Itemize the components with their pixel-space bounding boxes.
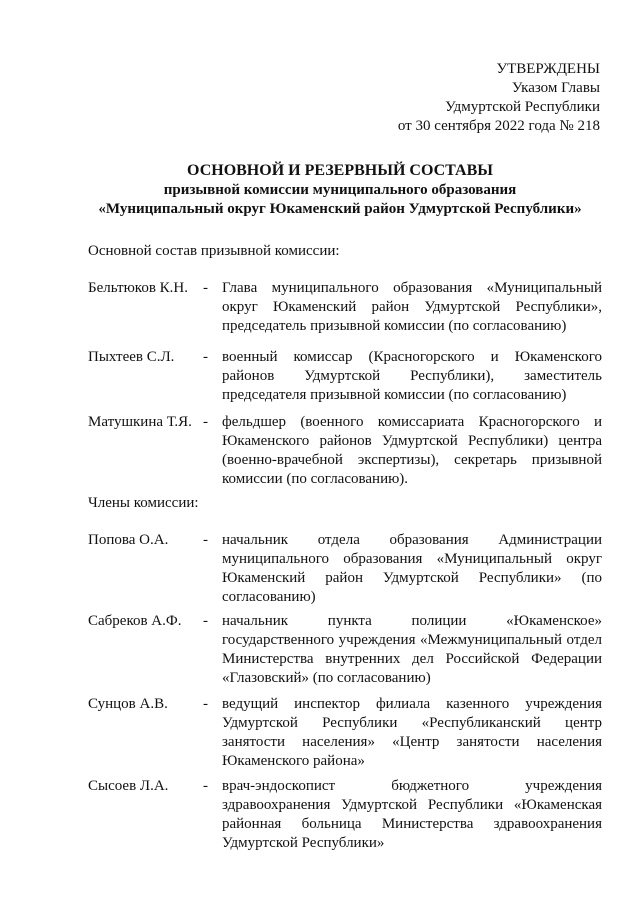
member-name: Матушкина Т.Я.	[88, 414, 192, 430]
title-sub-2: «Муниципальный округ Юкаменский район Удмуртской Республики»	[98, 201, 582, 217]
approval-line-1: УТВЕРЖДЕНЫ	[496, 61, 600, 77]
approval-line-3: Удмуртской Республики	[445, 99, 600, 115]
member-name: Сунцов А.В.	[88, 696, 168, 712]
approval-stamp	[380, 60, 600, 136]
member-dash: -	[203, 696, 208, 712]
member-dash: -	[203, 280, 208, 296]
member-dash: -	[203, 532, 208, 548]
member-dash: -	[203, 778, 208, 794]
member-dash: -	[203, 414, 208, 430]
approval-line-2: Указом Главы	[511, 80, 600, 96]
member-name: Бельтюков К.Н.	[88, 280, 188, 296]
member-description: начальник отдела образования Администрации муниципального образования «Муниципальный округ Юкаменский район Удмуртской Республики» (по согласованию)	[222, 532, 602, 605]
approval-line-4: от 30 сентября 2022 года № 218	[397, 118, 600, 134]
document-title	[60, 160, 620, 219]
title-main: ОСНОВНОЙ И РЕЗЕРВНЫЙ СОСТАВЫ	[187, 162, 493, 179]
member-description: ведущий инспектор филиала казенного учреждения Удмуртской Республики «Республиканский центр занятости населения» «Центр занятости населения Юкаменского района»	[222, 696, 602, 769]
member-name: Сысоев Л.А.	[88, 778, 169, 794]
member-description: Глава муниципального образования «Муниципальный округ Юкаменский район Удмуртской Республики», председатель призывной комиссии (по согласованию)	[222, 280, 602, 334]
member-description: начальник пункта полиции «Юкаменское» государственного учреждения «Межмуниципальный отдел Министерства внутренних дел Российской Федерации «Глазовский» (по согласованию)	[222, 613, 602, 686]
member-description: врач-эндоскопист бюджетного учреждения здравоохранения Удмуртской Республики «Юкаменская районная больница Министерства здравоохранения Удмуртской Республики»	[222, 778, 602, 851]
member-description: военный комиссар (Красногорского и Юкаменского районов Удмуртской Республики), заместитель председателя призывной комиссии (по согласованию)	[222, 349, 602, 403]
title-sub-1: призывной комиссии муниципального образования	[163, 182, 517, 198]
commission-members-heading: Члены комиссии:	[88, 495, 199, 511]
member-name: Сабреков А.Ф.	[88, 613, 182, 629]
member-name: Пыхтеев С.Л.	[88, 349, 175, 365]
member-name: Попова О.А.	[88, 532, 169, 548]
member-description: фельдшер (военного комиссариата Красногорского и Юкаменского районов Удмуртской Республики) центра (военно-врачебной экспертизы), секретарь призывной комиссии (по согласованию).	[222, 414, 602, 487]
member-dash: -	[203, 613, 208, 629]
main-composition-heading: Основной состав призывной комиссии:	[88, 243, 340, 259]
member-dash: -	[203, 349, 208, 365]
